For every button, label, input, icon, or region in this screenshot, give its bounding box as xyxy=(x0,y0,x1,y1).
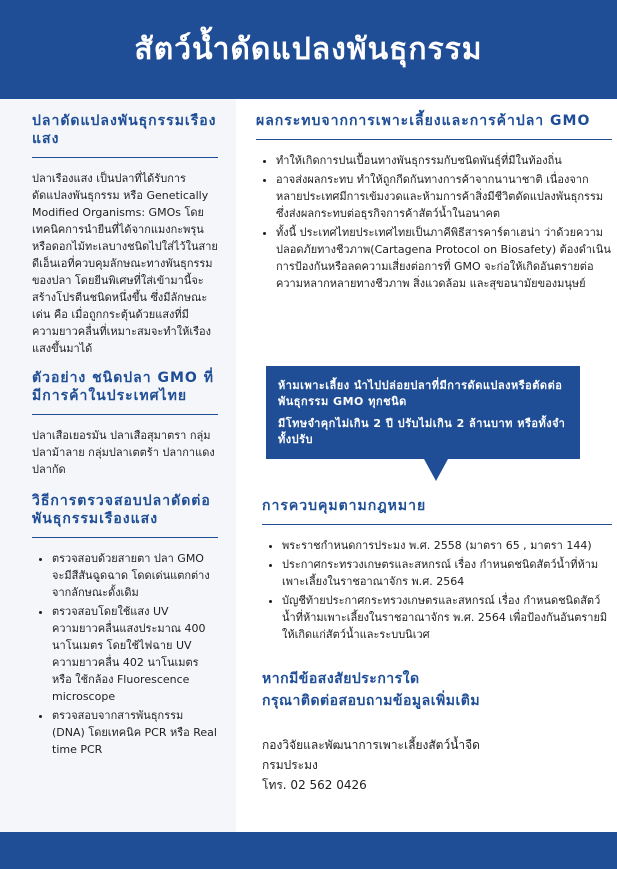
list-item: • ทั้งนี้ ประเทศไทยประเทศไทยเป็นภาคีพิธีสารคาร์ตาเฮน่า ว่าด้วยความปลอดภัยทางชีวภาพ(Cartagena Protocol on Biosafety) ต้องดำเนินการป้องกันหรือลดความเสี่ยงต่อการที่ GMO จะก่อให้เกิดอันตรายต่อความหลากหลายทางชีวภาพ สิ่งแวดล้อม และสุขอนามัยของมนุษย์ xyxy=(276,224,612,292)
list-item: • ตรวจสอบด้วยสายตา ปลา GMO จะมีสีสันฉูดฉาด โดดเด่นแตกต่างจากลักษณะดั้งเดิม xyxy=(52,550,218,601)
page-footer xyxy=(0,832,617,869)
law-control-title: การควบคุมตามกฎหมาย xyxy=(262,498,427,514)
page-header xyxy=(0,0,617,99)
contact-department: กองวิจัยและพัฒนาการเพาะเลี้ยงสัตว์น้ำจืด xyxy=(262,738,480,752)
divider xyxy=(32,157,218,158)
warning-penalty-text: มีโทษจำคุกไม่เกิน 2 ปี ปรับไม่เกิน 2 ล้านบาท หรือทั้งจำทั้งปรับ xyxy=(278,417,566,446)
gmo-species-title: ตัวอย่าง ชนิดปลา GMO ที่มีการค้าในประเทศไทย xyxy=(32,370,214,404)
law-list xyxy=(262,537,612,643)
divider xyxy=(32,537,218,538)
divider xyxy=(262,524,612,525)
list-item: • อาจส่งผลกระทบ ทำให้ถูกกีดกันทางการค้าจากนานาชาติ เนื่องจากหลายประเทศมีการเข้มงวดและห้ามการค้าสิ่งมีชีวิตดัดแปลงพันธุกรรม ซึ่งส่งผลกระทบต่อธุรกิจการค้าสัตว์น้ำในอนาคต xyxy=(276,171,612,222)
impact-title: ผลกระทบจากการเพาะเลี้ยงและการค้าปลา GMO xyxy=(256,113,591,129)
list-item: • ตรวจสอบโดยใช้แสง UV ความยาวคลื่นแสงประมาณ 400 นาโนเมตร โดยใช้ไฟฉาย UV ความยาวคลื่น 402 นาโนเมตร หรือ ใช้กล้อง Fluorescence microscope xyxy=(52,603,218,705)
warning-callout xyxy=(266,366,580,459)
contact-info xyxy=(262,735,602,795)
list-item: • ทำให้เกิดการปนเปื้อนทางพันธุกรรมกับชนิดพันธุ์ที่มีในท้องถิ่น xyxy=(276,152,612,169)
contact-agency: กรมประมง xyxy=(262,758,318,772)
contact-heading-line2: กรุณาติดต่อสอบถามข้อมูลเพิ่มเติม xyxy=(262,693,481,709)
impact-list xyxy=(256,152,612,292)
contact-phone: โทร. 02 562 0426 xyxy=(262,778,367,792)
inspection-methods-list xyxy=(32,550,218,758)
callout-tail xyxy=(424,459,448,481)
glowing-fish-description: ปลาเรืองแสง เป็นปลาที่ได้รับการดัดแปลงพันธุกรรม หรือ Genetically Modified Organisms: GMOs โดยเทคนิคการนำยีนที่ได้จากแมงกะพรุนหรือดอกไม้ทะเลบางชนิดไปใส่ไว้ในสายดีเอ็นเอที่ควบคุมลักษณะทางพันธุกรรมของปลา โดยยีนพิเศษที่ใส่เข้ามานี้จะสร้างโปรตีนชนิดหนึ่งขึ้น ซึ่งมีลักษณะเด่น คือ เมื่อถูกกระตุ้นด้วยแสงที่มีความยาวคลื่นที่เหมาะสมจะทำให้เรืองแสงขึ้นมาได้ xyxy=(32,172,218,355)
contact-heading xyxy=(262,668,602,712)
left-column xyxy=(32,112,218,760)
warning-prohibition-text: ห้ามเพาะเลี้ยง นำไปปล่อยปลาที่มีการดัดแปลงหรือตัดต่อพันธุกรรม GMO ทุกชนิด xyxy=(278,379,563,408)
divider xyxy=(256,139,612,140)
glowing-fish-title: ปลาดัดแปลงพันธุกรรมเรืองแสง xyxy=(32,113,217,147)
page-title: สัตว์น้ำดัดแปลงพันธุกรรม xyxy=(134,32,483,67)
list-item: • พระราชกำหนดการประมง พ.ศ. 2558 (มาตรา 65 , มาตรา 144) xyxy=(282,537,612,554)
list-item: • ตรวจสอบจากสารพันธุกรรม (DNA) โดยเทคนิค PCR หรือ Real time PCR xyxy=(52,707,218,758)
divider xyxy=(32,414,218,415)
inspection-methods-title: วิธีการตรวจสอบปลาดัดต่อพันธุกรรมเรืองแสง xyxy=(32,493,211,527)
law-section xyxy=(262,497,612,645)
list-item: • บัญชีท้ายประกาศกระทรวงเกษตรและสหกรณ์ เรื่อง กำหนดชนิดสัตว์น้ำที่ห้ามเพาะเลี้ยงในราชอาณาจักร พ.ศ. 2564 เพื่อป้องกันอันตรายมิให้เกิดแก่สัตว์น้ำและระบบนิเวศ xyxy=(282,592,612,643)
contact-heading-line1: หากมีข้อสงสัยประการใด xyxy=(262,671,420,687)
right-column xyxy=(256,112,612,294)
gmo-species-list: ปลาเสือเยอรมัน ปลาเสือสุมาตรา กลุ่มปลาม้าลาย กลุ่มปลาเตตร้า ปลากาแดง ปลากัด xyxy=(32,429,215,476)
list-item: • ประกาศกระทรวงเกษตรและสหกรณ์ เรื่อง กำหนดชนิดสัตว์น้ำที่ห้ามเพาะเลี้ยงในราชอาณาจักร พ.ศ. 2564 xyxy=(282,556,612,590)
